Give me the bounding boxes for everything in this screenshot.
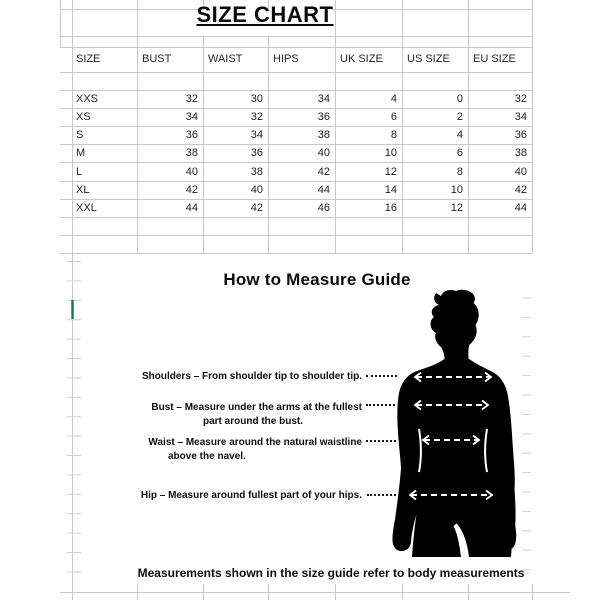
size-chart-cell[interactable]: 10 xyxy=(450,183,463,196)
size-chart-cell[interactable]: 16 xyxy=(384,201,397,214)
size-chart-cell[interactable]: 34 xyxy=(317,93,330,105)
size-chart-cell[interactable]: 6 xyxy=(390,111,397,124)
size-chart-cell[interactable]: XL xyxy=(76,183,90,196)
size-chart-header-cell[interactable]: EU SIZE xyxy=(473,53,516,65)
size-chart-cell[interactable]: 34 xyxy=(250,129,263,142)
size-chart-cell[interactable]: 32 xyxy=(185,93,198,105)
size-chart-cell[interactable]: 42 xyxy=(317,165,330,178)
size-chart-header-cell[interactable]: US SIZE xyxy=(407,53,450,65)
size-chart-cell[interactable]: 46 xyxy=(317,201,330,214)
size-chart-cell[interactable]: 36 xyxy=(185,129,198,142)
size-chart-cell[interactable]: 44 xyxy=(514,201,527,214)
size-chart-cell[interactable]: 10 xyxy=(384,147,397,160)
size-chart-cell[interactable]: 42 xyxy=(250,201,263,214)
measure-waist-text2: above the navel. xyxy=(168,451,246,462)
size-chart-cell[interactable]: 36 xyxy=(317,111,330,124)
size-chart-cell[interactable]: 0 xyxy=(456,93,463,105)
size-chart-header-cell[interactable]: WAIST xyxy=(208,53,243,65)
size-chart-cell[interactable]: 30 xyxy=(250,93,263,105)
size-chart-cell[interactable]: M xyxy=(76,147,86,160)
measure-bust-text: Bust – Measure under the arms at the fullest xyxy=(151,402,362,413)
measure-guide-heading: How to Measure Guide xyxy=(223,270,411,289)
size-chart-cell[interactable]: XXL xyxy=(76,201,97,214)
size-chart-cell[interactable]: 40 xyxy=(250,183,263,196)
size-chart-cell[interactable]: 14 xyxy=(384,183,397,196)
measure-waist-text: Waist – Measure around the natural waistline xyxy=(148,437,362,448)
size-chart-cell[interactable]: 2 xyxy=(456,111,463,124)
size-chart-cell[interactable]: 6 xyxy=(456,147,463,160)
measure-hip-text: Hip – Measure around fullest part of your hips. xyxy=(140,490,362,501)
size-chart-cell[interactable]: 34 xyxy=(185,111,198,124)
size-chart-cell[interactable]: 12 xyxy=(384,165,397,178)
size-chart-cell[interactable]: 40 xyxy=(185,165,198,178)
size-chart-cell[interactable]: L xyxy=(76,165,83,178)
size-chart-cell[interactable]: XXS xyxy=(76,93,99,105)
size-chart-cell[interactable]: 4 xyxy=(390,93,397,105)
size-chart-cell[interactable]: XS xyxy=(76,111,91,124)
size-chart-cell[interactable]: 38 xyxy=(514,147,527,160)
size-chart-cell[interactable]: 12 xyxy=(450,201,463,214)
size-chart-cell[interactable]: 44 xyxy=(185,201,198,214)
size-chart-cell[interactable]: 4 xyxy=(456,129,463,142)
size-chart-title: SIZE CHART xyxy=(196,2,334,27)
size-chart-cell[interactable]: 36 xyxy=(514,129,527,142)
size-chart-cell[interactable]: 40 xyxy=(514,165,527,178)
size-chart-cell[interactable]: 32 xyxy=(250,111,263,124)
size-chart-cell[interactable]: 40 xyxy=(317,147,330,160)
footnote: Measurements shown in the size guide refer to body measurements xyxy=(137,566,525,580)
size-chart-cell[interactable]: 32 xyxy=(514,93,527,105)
size-chart-header-cell[interactable]: BUST xyxy=(142,53,172,65)
size-chart-header-cell[interactable]: HIPS xyxy=(273,53,299,65)
size-chart-cell[interactable]: 42 xyxy=(185,183,198,196)
size-chart-cell[interactable]: S xyxy=(76,129,84,142)
measure-shoulders-text: Shoulders – From shoulder tip to shoulder tip. xyxy=(141,371,362,382)
size-chart-cell[interactable]: 36 xyxy=(250,147,263,160)
size-chart-cell[interactable]: 42 xyxy=(514,183,527,196)
size-chart-header-cell[interactable]: UK SIZE xyxy=(340,53,383,65)
female-figure-silhouette xyxy=(388,288,522,560)
size-chart-cell[interactable]: 38 xyxy=(250,165,263,178)
measure-bust-text2: part around the bust. xyxy=(203,416,303,427)
size-chart-cell[interactable]: 8 xyxy=(390,129,397,142)
figure-body xyxy=(392,290,516,557)
size-chart-header-cell[interactable]: SIZE xyxy=(76,53,101,65)
size-chart-cell[interactable]: 34 xyxy=(514,111,527,124)
size-chart-cell[interactable]: 38 xyxy=(317,129,330,142)
size-chart-cell[interactable]: 44 xyxy=(317,183,330,196)
size-chart-cell[interactable]: 8 xyxy=(456,165,463,178)
size-chart-cell[interactable]: 38 xyxy=(185,147,198,160)
